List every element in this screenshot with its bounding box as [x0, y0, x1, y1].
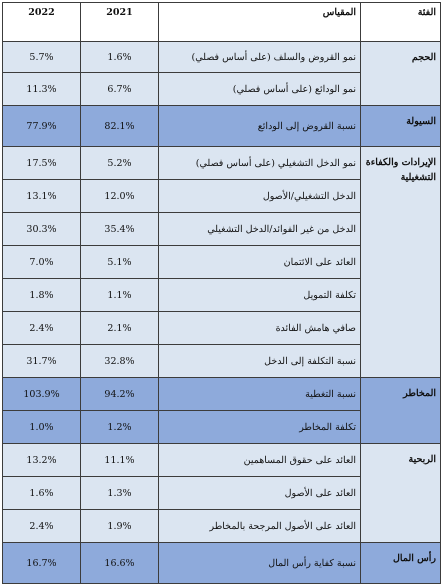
metric-label: نسبة كفاية رأس المال	[159, 543, 361, 584]
value-2022: 30.3%	[3, 213, 81, 246]
financial-ratios-table-container	[2, 2, 440, 584]
metric-label: العائد على حقوق المساهمين	[159, 444, 361, 477]
metric-label: تكلفة التمويل	[159, 279, 361, 312]
value-2021: 1.9%	[81, 510, 159, 543]
table-row	[3, 444, 441, 477]
category-size: الحجم	[361, 42, 441, 106]
value-2022: 1.6%	[3, 477, 81, 510]
category-liquidity: السيولة	[361, 106, 441, 147]
category-revenue-efficiency: الإيرادات والكفاءة التشغيلية	[361, 147, 441, 378]
value-2022: 13.1%	[3, 180, 81, 213]
value-2021: 1.1%	[81, 279, 159, 312]
table-row	[3, 147, 441, 180]
metric-label: نمو الودائع (على أساس فصلي)	[159, 73, 361, 106]
metric-label: الدخل من غير الفوائد/الدخل التشغيلي	[159, 213, 361, 246]
metric-label: نسبة التغطية	[159, 378, 361, 411]
value-2022: 1.8%	[3, 279, 81, 312]
metric-label: الدخل التشغيلي/الأصول	[159, 180, 361, 213]
value-2022: 17.5%	[3, 147, 81, 180]
table-row	[3, 378, 441, 411]
metric-label: صافي هامش الفائدة	[159, 312, 361, 345]
value-2021: 11.1%	[81, 444, 159, 477]
value-2022: 103.9%	[3, 378, 81, 411]
value-2022: 13.2%	[3, 444, 81, 477]
metric-label: العائد على الأصول المرجحة بالمخاطر	[159, 510, 361, 543]
value-2022: 5.7%	[3, 42, 81, 73]
value-2021: 1.3%	[81, 477, 159, 510]
metric-label: نمو القروض والسلف (على أساس فصلي)	[159, 42, 361, 73]
value-2021: 2.1%	[81, 312, 159, 345]
metric-label: تكلفة المخاطر	[159, 411, 361, 444]
category-profitability: الربحية	[361, 444, 441, 543]
value-2022: 31.7%	[3, 345, 81, 378]
value-2021: 1.6%	[81, 42, 159, 73]
value-2022: 11.3%	[3, 73, 81, 106]
category-capital: رأس المال	[361, 543, 441, 584]
value-2022: 2.4%	[3, 510, 81, 543]
table-header-row	[3, 3, 441, 42]
category-risk: المخاطر	[361, 378, 441, 444]
metric-label: العائد على الائتمان	[159, 246, 361, 279]
value-2021: 82.1%	[81, 106, 159, 147]
value-2021: 1.2%	[81, 411, 159, 444]
value-2022: 2.4%	[3, 312, 81, 345]
table-row	[3, 106, 441, 147]
header-2021: 2021	[81, 3, 159, 42]
table-row	[3, 543, 441, 584]
header-2022: 2022	[3, 3, 81, 42]
value-2021: 16.6%	[81, 543, 159, 584]
value-2021: 6.7%	[81, 73, 159, 106]
metric-label: نسبة القروض إلى الودائع	[159, 106, 361, 147]
header-category: الفئة	[361, 3, 441, 42]
value-2022: 77.9%	[3, 106, 81, 147]
metric-label: نمو الدخل التشغيلي (على أساس فصلي)	[159, 147, 361, 180]
financial-ratios-table	[2, 2, 441, 584]
header-metric: المقياس	[159, 3, 361, 42]
value-2021: 12.0%	[81, 180, 159, 213]
value-2022: 1.0%	[3, 411, 81, 444]
value-2021: 5.2%	[81, 147, 159, 180]
value-2022: 7.0%	[3, 246, 81, 279]
value-2021: 35.4%	[81, 213, 159, 246]
value-2021: 32.8%	[81, 345, 159, 378]
table-row	[3, 42, 441, 73]
metric-label: نسبة التكلفة إلى الدخل	[159, 345, 361, 378]
metric-label: العائد على الأصول	[159, 477, 361, 510]
value-2022: 16.7%	[3, 543, 81, 584]
value-2021: 5.1%	[81, 246, 159, 279]
value-2021: 94.2%	[81, 378, 159, 411]
